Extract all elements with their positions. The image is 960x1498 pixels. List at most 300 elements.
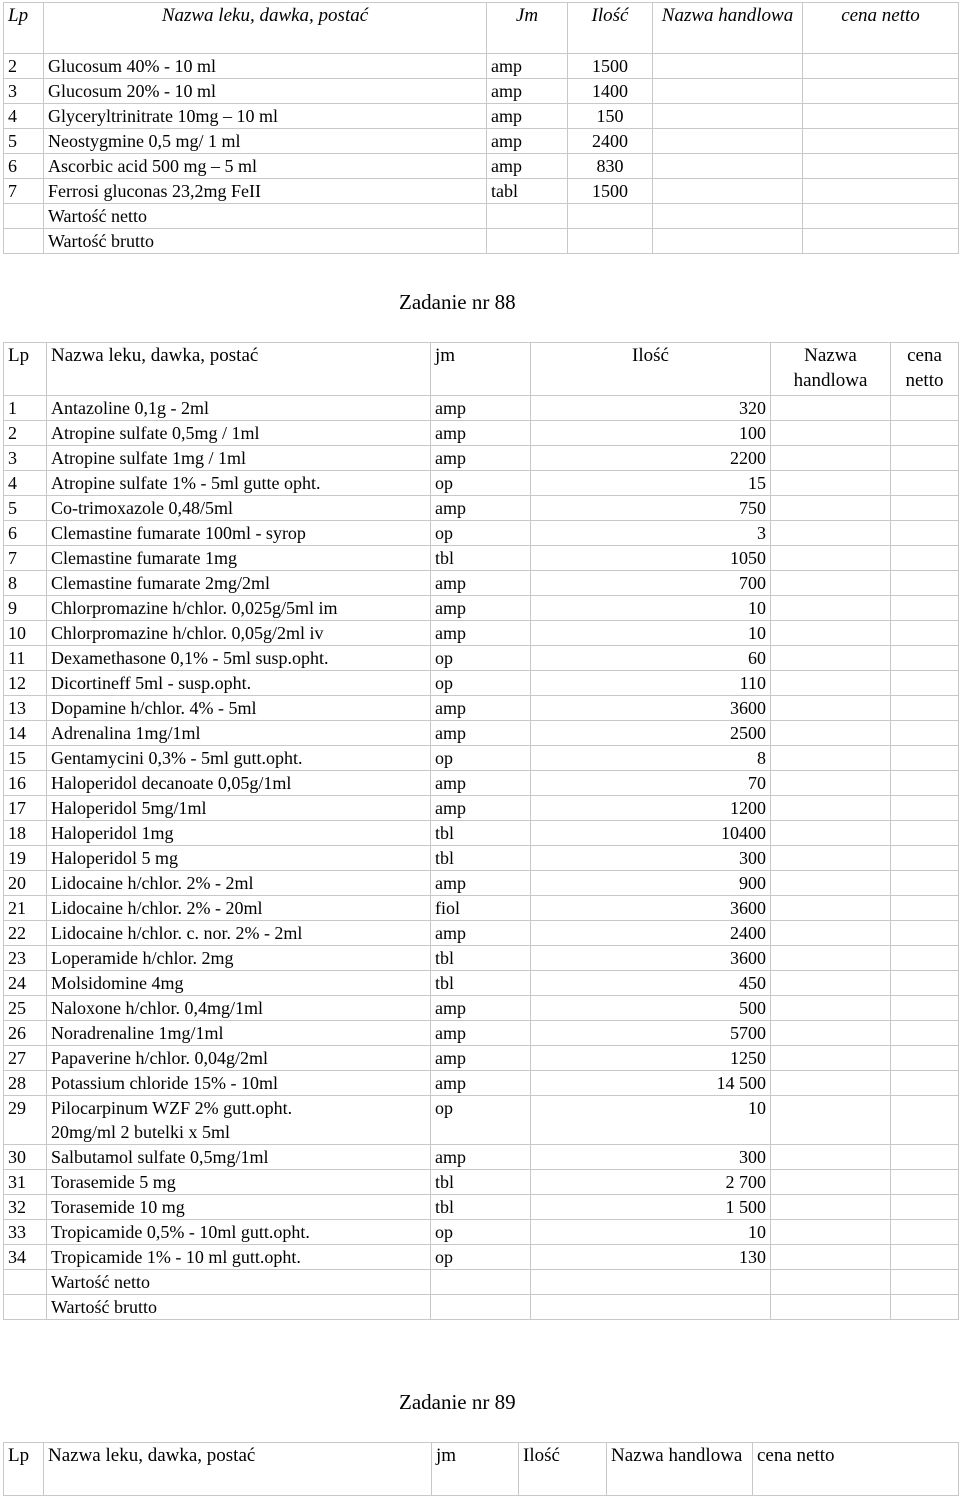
header-trade: Nazwa handlowa [653,3,803,54]
cell-lp: 27 [4,1046,47,1071]
cell-name: Lidocaine h/chlor. 2% - 2ml [47,871,431,896]
cell-jm: amp [431,871,531,896]
table-row [4,696,959,721]
cell-lp: 3 [4,79,44,104]
cell-jm: tbl [431,846,531,871]
cell-qty: 3 [531,521,771,546]
cell-lp: 2 [4,421,47,446]
cell-name: Clemastine fumarate 1mg [47,546,431,571]
cell-trade [771,396,891,421]
cell-lp: 25 [4,996,47,1021]
cell-trade [771,1245,891,1270]
cell-lp: 1 [4,396,47,421]
cell-lp: 16 [4,771,47,796]
cell-qty: 830 [568,154,653,179]
table-row [4,646,959,671]
cell-name: Neostygmine 0,5 mg/ 1 ml [44,129,487,154]
cell-jm: amp [487,54,568,79]
cell-lp: 14 [4,721,47,746]
cell-qty: 3600 [531,896,771,921]
cell-trade [771,1071,891,1096]
cell-qty: 10 [531,1096,771,1145]
table-row [4,79,959,104]
cell-qty: 1400 [568,79,653,104]
table-row [4,1170,959,1195]
cell-name: Dexamethasone 0,1% - 5ml susp.opht. [47,646,431,671]
cell-name: Haloperidol 5 mg [47,846,431,871]
cell-price [891,1021,959,1046]
cell-qty: 320 [531,396,771,421]
footer-netto-row [4,1270,959,1295]
cell-price [891,1071,959,1096]
cell-lp: 4 [4,471,47,496]
cell-qty: 60 [531,646,771,671]
cell-lp: 7 [4,179,44,204]
cell-lp: 29 [4,1096,47,1145]
cell-lp: 24 [4,971,47,996]
table-row [4,746,959,771]
cell-name: Torasemide 10 mg [47,1195,431,1220]
cell-trade [771,946,891,971]
cell-lp: 11 [4,646,47,671]
cell-price [891,1145,959,1170]
cell-jm: amp [431,621,531,646]
cell-trade [771,1220,891,1245]
task-88-title: Zadanie nr 88 [399,290,516,314]
cell-qty: 500 [531,996,771,1021]
cell-name: Clemastine fumarate 100ml - syrop [47,521,431,546]
cell-trade [771,471,891,496]
cell-trade [771,646,891,671]
cell-jm: amp [431,1145,531,1170]
cell-name: Antazoline 0,1g - 2ml [47,396,431,421]
cell-jm: op [431,1096,531,1145]
cell-price [891,1170,959,1195]
header-lp: Lp [4,3,44,54]
cell-price [891,596,959,621]
table-row [4,796,959,821]
cell-price [891,896,959,921]
table-row [4,471,959,496]
cell-name: Gentamycini 0,3% - 5ml gutt.opht. [47,746,431,771]
table-row [4,546,959,571]
cell-price [891,1046,959,1071]
cell-price [891,1195,959,1220]
cell-price [803,79,959,104]
cell-price [891,921,959,946]
cell-trade [771,921,891,946]
header-price: cena netto [891,343,959,396]
cell-trade [771,796,891,821]
cell-name: Tropicamide 1% - 10 ml gutt.opht. [47,1245,431,1270]
cell-lp: 34 [4,1245,47,1270]
cell-qty: 15 [531,471,771,496]
cell-jm: op [431,746,531,771]
cell-name: Haloperidol 1mg [47,821,431,846]
cell-name: Noradrenaline 1mg/1ml [47,1021,431,1046]
table-row [4,771,959,796]
cell-price [891,1096,959,1145]
cell-name [47,1096,431,1145]
cell-price [891,471,959,496]
cell-lp: 30 [4,1145,47,1170]
cell-lp: 18 [4,821,47,846]
cell-name: Dicortineff 5ml - susp.opht. [47,671,431,696]
cell-trade [771,621,891,646]
cell-jm: tbl [431,946,531,971]
cell-name: Tropicamide 0,5% - 10ml gutt.opht. [47,1220,431,1245]
cell-name: Lidocaine h/chlor. c. nor. 2% - 2ml [47,921,431,946]
cell-name: Atropine sulfate 0,5mg / 1ml [47,421,431,446]
cell-price [803,129,959,154]
cell-qty: 130 [531,1245,771,1270]
cell-qty: 10 [531,621,771,646]
cell-name: Ferrosi gluconas 23,2mg FeII [44,179,487,204]
table-row [4,871,959,896]
header-name: Nazwa leku, dawka, postać [44,3,487,54]
cell-jm: tbl [431,1170,531,1195]
cell-qty: 2400 [531,921,771,946]
header-name: Nazwa leku, dawka, postać [44,1443,432,1496]
cell-trade [771,971,891,996]
cell-trade [771,871,891,896]
cell-trade [771,1145,891,1170]
cell-price [891,446,959,471]
cell-lp: 5 [4,129,44,154]
cell-trade [771,521,891,546]
cell-jm: amp [431,921,531,946]
cell-lp: 5 [4,496,47,521]
cell-name: Lidocaine h/chlor. 2% - 20ml [47,896,431,921]
cell-price [891,821,959,846]
cell-price [891,996,959,1021]
table-row [4,496,959,521]
cell-name: Chlorpromazine h/chlor. 0,025g/5ml im [47,596,431,621]
table-row [4,421,959,446]
cell-qty: 300 [531,846,771,871]
header-price: cena netto [753,1443,959,1496]
cell-jm: amp [487,154,568,179]
cell-qty: 700 [531,571,771,596]
cell-price [891,846,959,871]
table-row [4,1145,959,1170]
cell-trade [653,179,803,204]
header-qty: Ilość [531,343,771,396]
cell-lp: 31 [4,1170,47,1195]
cell-lp: 8 [4,571,47,596]
cell-lp: 17 [4,796,47,821]
cell-price [891,671,959,696]
cell-jm: op [431,646,531,671]
cell-name: Haloperidol decanoate 0,05g/1ml [47,771,431,796]
cell-name: Clemastine fumarate 2mg/2ml [47,571,431,596]
cell-qty: 2400 [568,129,653,154]
table-task88 [3,342,959,1320]
cell-jm: op [431,471,531,496]
table-row [4,521,959,546]
table-row [4,104,959,129]
cell-jm: amp [431,1021,531,1046]
cell-price [891,621,959,646]
cell-name: Papaverine h/chlor. 0,04g/2ml [47,1046,431,1071]
table-row [4,1021,959,1046]
cell-lp: 10 [4,621,47,646]
footer-brutto-row [4,1295,959,1320]
table-row [4,1071,959,1096]
cell-jm: tbl [431,971,531,996]
cell-price [891,696,959,721]
cell-price [803,179,959,204]
cell-lp: 12 [4,671,47,696]
cell-jm: amp [431,571,531,596]
header-qty: Ilość [519,1443,607,1496]
cell-trade [771,1046,891,1071]
header-trade: Nazwa handlowa [607,1443,753,1496]
cell-trade [771,771,891,796]
cell-lp: 22 [4,921,47,946]
cell-price [891,871,959,896]
cell-qty: 900 [531,871,771,896]
table-row [4,846,959,871]
cell-price [891,521,959,546]
cell-lp: 32 [4,1195,47,1220]
cell-trade [771,896,891,921]
cell-jm: tabl [487,179,568,204]
cell-lp: 15 [4,746,47,771]
cell-jm: amp [431,496,531,521]
table-row [4,1245,959,1270]
cell-jm: amp [431,996,531,1021]
cell-qty: 2500 [531,721,771,746]
cell-lp: 3 [4,446,47,471]
cell-trade [653,54,803,79]
cell-jm: op [431,1220,531,1245]
cell-name-line: 20mg/ml 2 butelki x 5ml [51,1122,230,1142]
cell-jm: amp [431,721,531,746]
cell-name: Torasemide 5 mg [47,1170,431,1195]
cell-name: Atropine sulfate 1% - 5ml gutte opht. [47,471,431,496]
table-row [4,446,959,471]
cell-jm: amp [431,446,531,471]
cell-qty: 450 [531,971,771,996]
cell-price [891,971,959,996]
cell-jm: op [431,1245,531,1270]
cell-name: Loperamide h/chlor. 2mg [47,946,431,971]
header-jm: Jm [487,3,568,54]
cell-qty: 8 [531,746,771,771]
cell-trade [771,696,891,721]
cell-trade [771,671,891,696]
cell-price [891,771,959,796]
cell-qty: 5700 [531,1021,771,1046]
table-row [4,821,959,846]
cell-qty: 1500 [568,54,653,79]
footer-netto-row [4,204,959,229]
cell-price [891,746,959,771]
cell-trade [653,79,803,104]
footer-brutto-row [4,229,959,254]
footer-brutto-label: Wartość brutto [47,1295,431,1320]
cell-trade [771,1195,891,1220]
cell-qty: 14 500 [531,1071,771,1096]
cell-lp: 13 [4,696,47,721]
cell-jm: amp [431,771,531,796]
cell-trade [771,546,891,571]
cell-lp: 20 [4,871,47,896]
header-jm: jm [432,1443,519,1496]
cell-lp: 6 [4,521,47,546]
cell-qty: 10 [531,1220,771,1245]
cell-jm: op [431,671,531,696]
header-lp: Lp [4,1443,44,1496]
cell-price [891,1220,959,1245]
footer-brutto-label: Wartość brutto [44,229,487,254]
footer-netto-label: Wartość netto [44,204,487,229]
table-row [4,571,959,596]
cell-lp: 26 [4,1021,47,1046]
cell-name: Chlorpromazine h/chlor. 0,05g/2ml iv [47,621,431,646]
table-row [4,946,959,971]
table-row [4,154,959,179]
cell-qty: 100 [531,421,771,446]
cell-trade [771,721,891,746]
cell-price [891,646,959,671]
table-body [4,54,959,204]
cell-jm: amp [431,1071,531,1096]
cell-lp: 4 [4,104,44,129]
table-row [4,671,959,696]
cell-trade [771,1096,891,1145]
cell-price [891,721,959,746]
cell-price [891,546,959,571]
cell-jm: amp [431,796,531,821]
cell-qty: 2 700 [531,1170,771,1195]
header-price: cena netto [803,3,959,54]
table-row [4,621,959,646]
cell-qty: 1200 [531,796,771,821]
cell-name: Dopamine h/chlor. 4% - 5ml [47,696,431,721]
cell-name: Salbutamol sulfate 0,5mg/1ml [47,1145,431,1170]
cell-price [891,946,959,971]
cell-lp: 28 [4,1071,47,1096]
header-lp: Lp [4,343,47,396]
footer-netto-label: Wartość netto [47,1270,431,1295]
cell-trade [771,996,891,1021]
table-row [4,54,959,79]
table-row [4,1195,959,1220]
cell-qty: 70 [531,771,771,796]
table-row [4,129,959,154]
cell-trade [771,746,891,771]
cell-price [803,104,959,129]
cell-name-line: Pilocarpinum WZF 2% gutt.opht. [51,1098,293,1118]
cell-price [891,796,959,821]
header-jm: jm [431,343,531,396]
cell-lp: 19 [4,846,47,871]
cell-price [891,496,959,521]
cell-qty: 1 500 [531,1195,771,1220]
cell-name: Naloxone h/chlor. 0,4mg/1ml [47,996,431,1021]
cell-qty: 1250 [531,1046,771,1071]
table-header-row [4,1443,959,1496]
cell-qty: 10400 [531,821,771,846]
table-row [4,596,959,621]
table-row [4,896,959,921]
table-header-row [4,3,959,54]
header-qty: Ilość [568,3,653,54]
cell-trade [771,1021,891,1046]
cell-qty: 750 [531,496,771,521]
cell-name: Adrenalina 1mg/1ml [47,721,431,746]
cell-price [803,54,959,79]
cell-jm: amp [431,696,531,721]
cell-lp: 7 [4,546,47,571]
cell-qty: 1050 [531,546,771,571]
cell-price [891,571,959,596]
cell-name: Glucosum 20% - 10 ml [44,79,487,104]
cell-jm: amp [431,596,531,621]
cell-trade [771,421,891,446]
cell-price [891,396,959,421]
header-trade: Nazwa handlowa [771,343,891,396]
cell-lp: 21 [4,896,47,921]
cell-trade [771,496,891,521]
cell-name: Ascorbic acid 500 mg – 5 ml [44,154,487,179]
cell-name: Molsidomine 4mg [47,971,431,996]
cell-price [803,154,959,179]
cell-trade [771,596,891,621]
cell-qty: 3600 [531,946,771,971]
table-row [4,921,959,946]
task-89-title: Zadanie nr 89 [399,1390,516,1414]
cell-jm: amp [487,129,568,154]
cell-jm: amp [487,79,568,104]
cell-name: Haloperidol 5mg/1ml [47,796,431,821]
cell-trade [771,1170,891,1195]
cell-qty: 1500 [568,179,653,204]
cell-trade [653,104,803,129]
table-row [4,721,959,746]
cell-lp: 2 [4,54,44,79]
cell-trade [653,154,803,179]
cell-trade [771,821,891,846]
cell-lp: 9 [4,596,47,621]
cell-trade [653,129,803,154]
cell-lp: 23 [4,946,47,971]
cell-jm: tbl [431,821,531,846]
table-header-row [4,343,959,396]
cell-jm: amp [431,396,531,421]
table-row [4,396,959,421]
cell-trade [771,571,891,596]
table-row [4,996,959,1021]
table-task87 [3,2,959,254]
cell-jm: tbl [431,546,531,571]
cell-jm: amp [431,421,531,446]
cell-trade [771,846,891,871]
cell-price [891,421,959,446]
cell-jm: amp [487,104,568,129]
cell-jm: tbl [431,1195,531,1220]
table-row [4,1220,959,1245]
header-name: Nazwa leku, dawka, postać [47,343,431,396]
cell-qty: 3600 [531,696,771,721]
cell-name: Glucosum 40% - 10 ml [44,54,487,79]
cell-qty: 10 [531,596,771,621]
cell-lp: 6 [4,154,44,179]
cell-jm: op [431,521,531,546]
table-row [4,1046,959,1071]
